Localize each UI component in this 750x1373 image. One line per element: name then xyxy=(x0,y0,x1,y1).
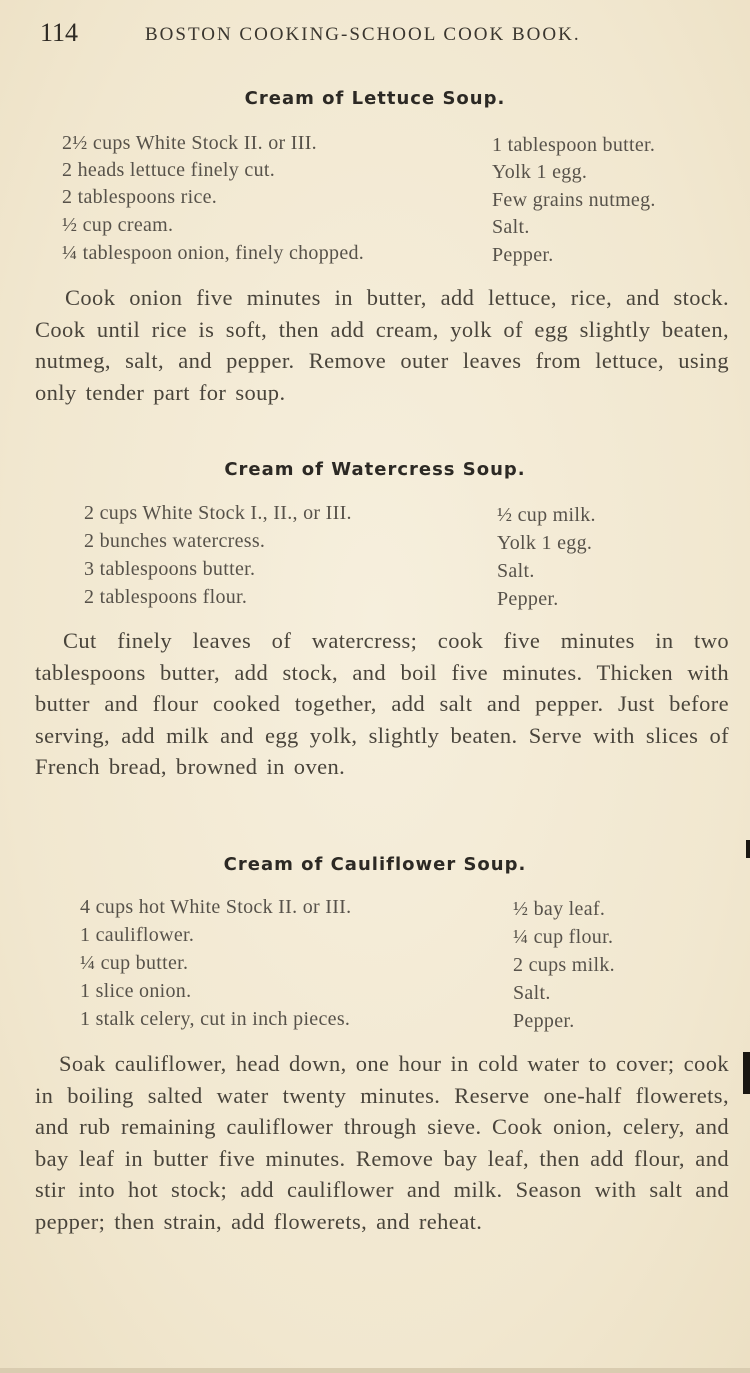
scan-mark xyxy=(746,840,750,858)
ingredient-right: 1 tablespoon butter. xyxy=(492,134,656,156)
recipe-directions: Cut finely leaves of watercress; cook five minutes in two tablespoons butter, add stock, and boil five minutes. Thicken with butter and flour cooked together, add salt and pepper. Just before serving, add milk and egg yolk, slightly beaten. Serve with slices of French bread, browned in oven. xyxy=(35,628,729,779)
ingredient-right: Yolk 1 egg. xyxy=(497,532,593,554)
scan-mark xyxy=(743,1052,750,1094)
ingredient-right: ½ bay leaf. xyxy=(513,898,606,920)
ingredient-left: 3 tablespoons butter. xyxy=(84,558,256,580)
recipe-title: Cream of Cauliflower Soup. xyxy=(223,854,527,875)
ingredient-left: ¼ tablespoon onion, finely chopped. xyxy=(62,242,365,264)
ingredient-left: 2 tablespoons rice. xyxy=(62,186,218,208)
recipe-directions: Soak cauliflower, head down, one hour in cold water to cover; cook in boiling salted water twenty minutes. Reserve one-half flowerets, and rub remaining cauliflower through sieve. Cook onion, celery, and bay leaf in butter five minutes. Remove bay leaf, then add flour, and stir into hot stock; add cauliflower and milk. Season with salt and pepper; then strain, add flowerets, and reheat. xyxy=(35,1051,729,1234)
ingredient-left: 1 stalk celery, cut in inch pieces. xyxy=(80,1008,351,1030)
ingredient-left: 2 tablespoons flour. xyxy=(84,586,248,608)
ingredient-left: 2 cups White Stock I., II., or III. xyxy=(84,502,352,524)
page-number: 114 xyxy=(40,18,79,47)
recipe-directions: Cook onion five minutes in butter, add lettuce, rice, and stock. Cook until rice is soft, then add cream, yolk of egg slightly beaten, nutmeg, salt, and pepper. Remove outer leaves from lettuce, using only tender part for soup. xyxy=(35,285,729,405)
page-edge xyxy=(0,1368,750,1373)
recipe-title: Cream of Lettuce Soup. xyxy=(244,88,506,109)
ingredient-left: 2½ cups White Stock II. or III. xyxy=(62,132,317,154)
ingredient-right: 2 cups milk. xyxy=(513,954,615,976)
ingredient-right: Few grains nutmeg. xyxy=(492,189,656,211)
ingredient-right: Salt. xyxy=(492,216,530,238)
recipe-title: Cream of Watercress Soup. xyxy=(224,459,526,480)
ingredient-left: 2 heads lettuce finely cut. xyxy=(62,159,276,181)
ingredient-left: 1 slice onion. xyxy=(80,980,192,1002)
ingredient-right: ¼ cup flour. xyxy=(513,926,614,948)
ingredient-right: ½ cup milk. xyxy=(497,504,596,526)
running-head: BOSTON COOKING-SCHOOL COOK BOOK. xyxy=(145,24,581,45)
ingredient-left: 4 cups hot White Stock II. or III. xyxy=(80,896,352,918)
ingredient-right: Yolk 1 egg. xyxy=(492,161,588,183)
ingredient-left: ¼ cup butter. xyxy=(80,952,189,974)
page-header xyxy=(40,18,730,52)
ingredient-right: Pepper. xyxy=(497,588,559,610)
ingredient-right: Pepper. xyxy=(492,244,554,266)
ingredient-right: Salt. xyxy=(497,560,535,582)
ingredient-right: Salt. xyxy=(513,982,551,1004)
ingredient-left: ½ cup cream. xyxy=(62,214,174,236)
ingredient-left: 2 bunches watercress. xyxy=(84,530,266,552)
ingredient-left: 1 cauliflower. xyxy=(80,924,195,946)
ingredient-right: Pepper. xyxy=(513,1010,575,1032)
